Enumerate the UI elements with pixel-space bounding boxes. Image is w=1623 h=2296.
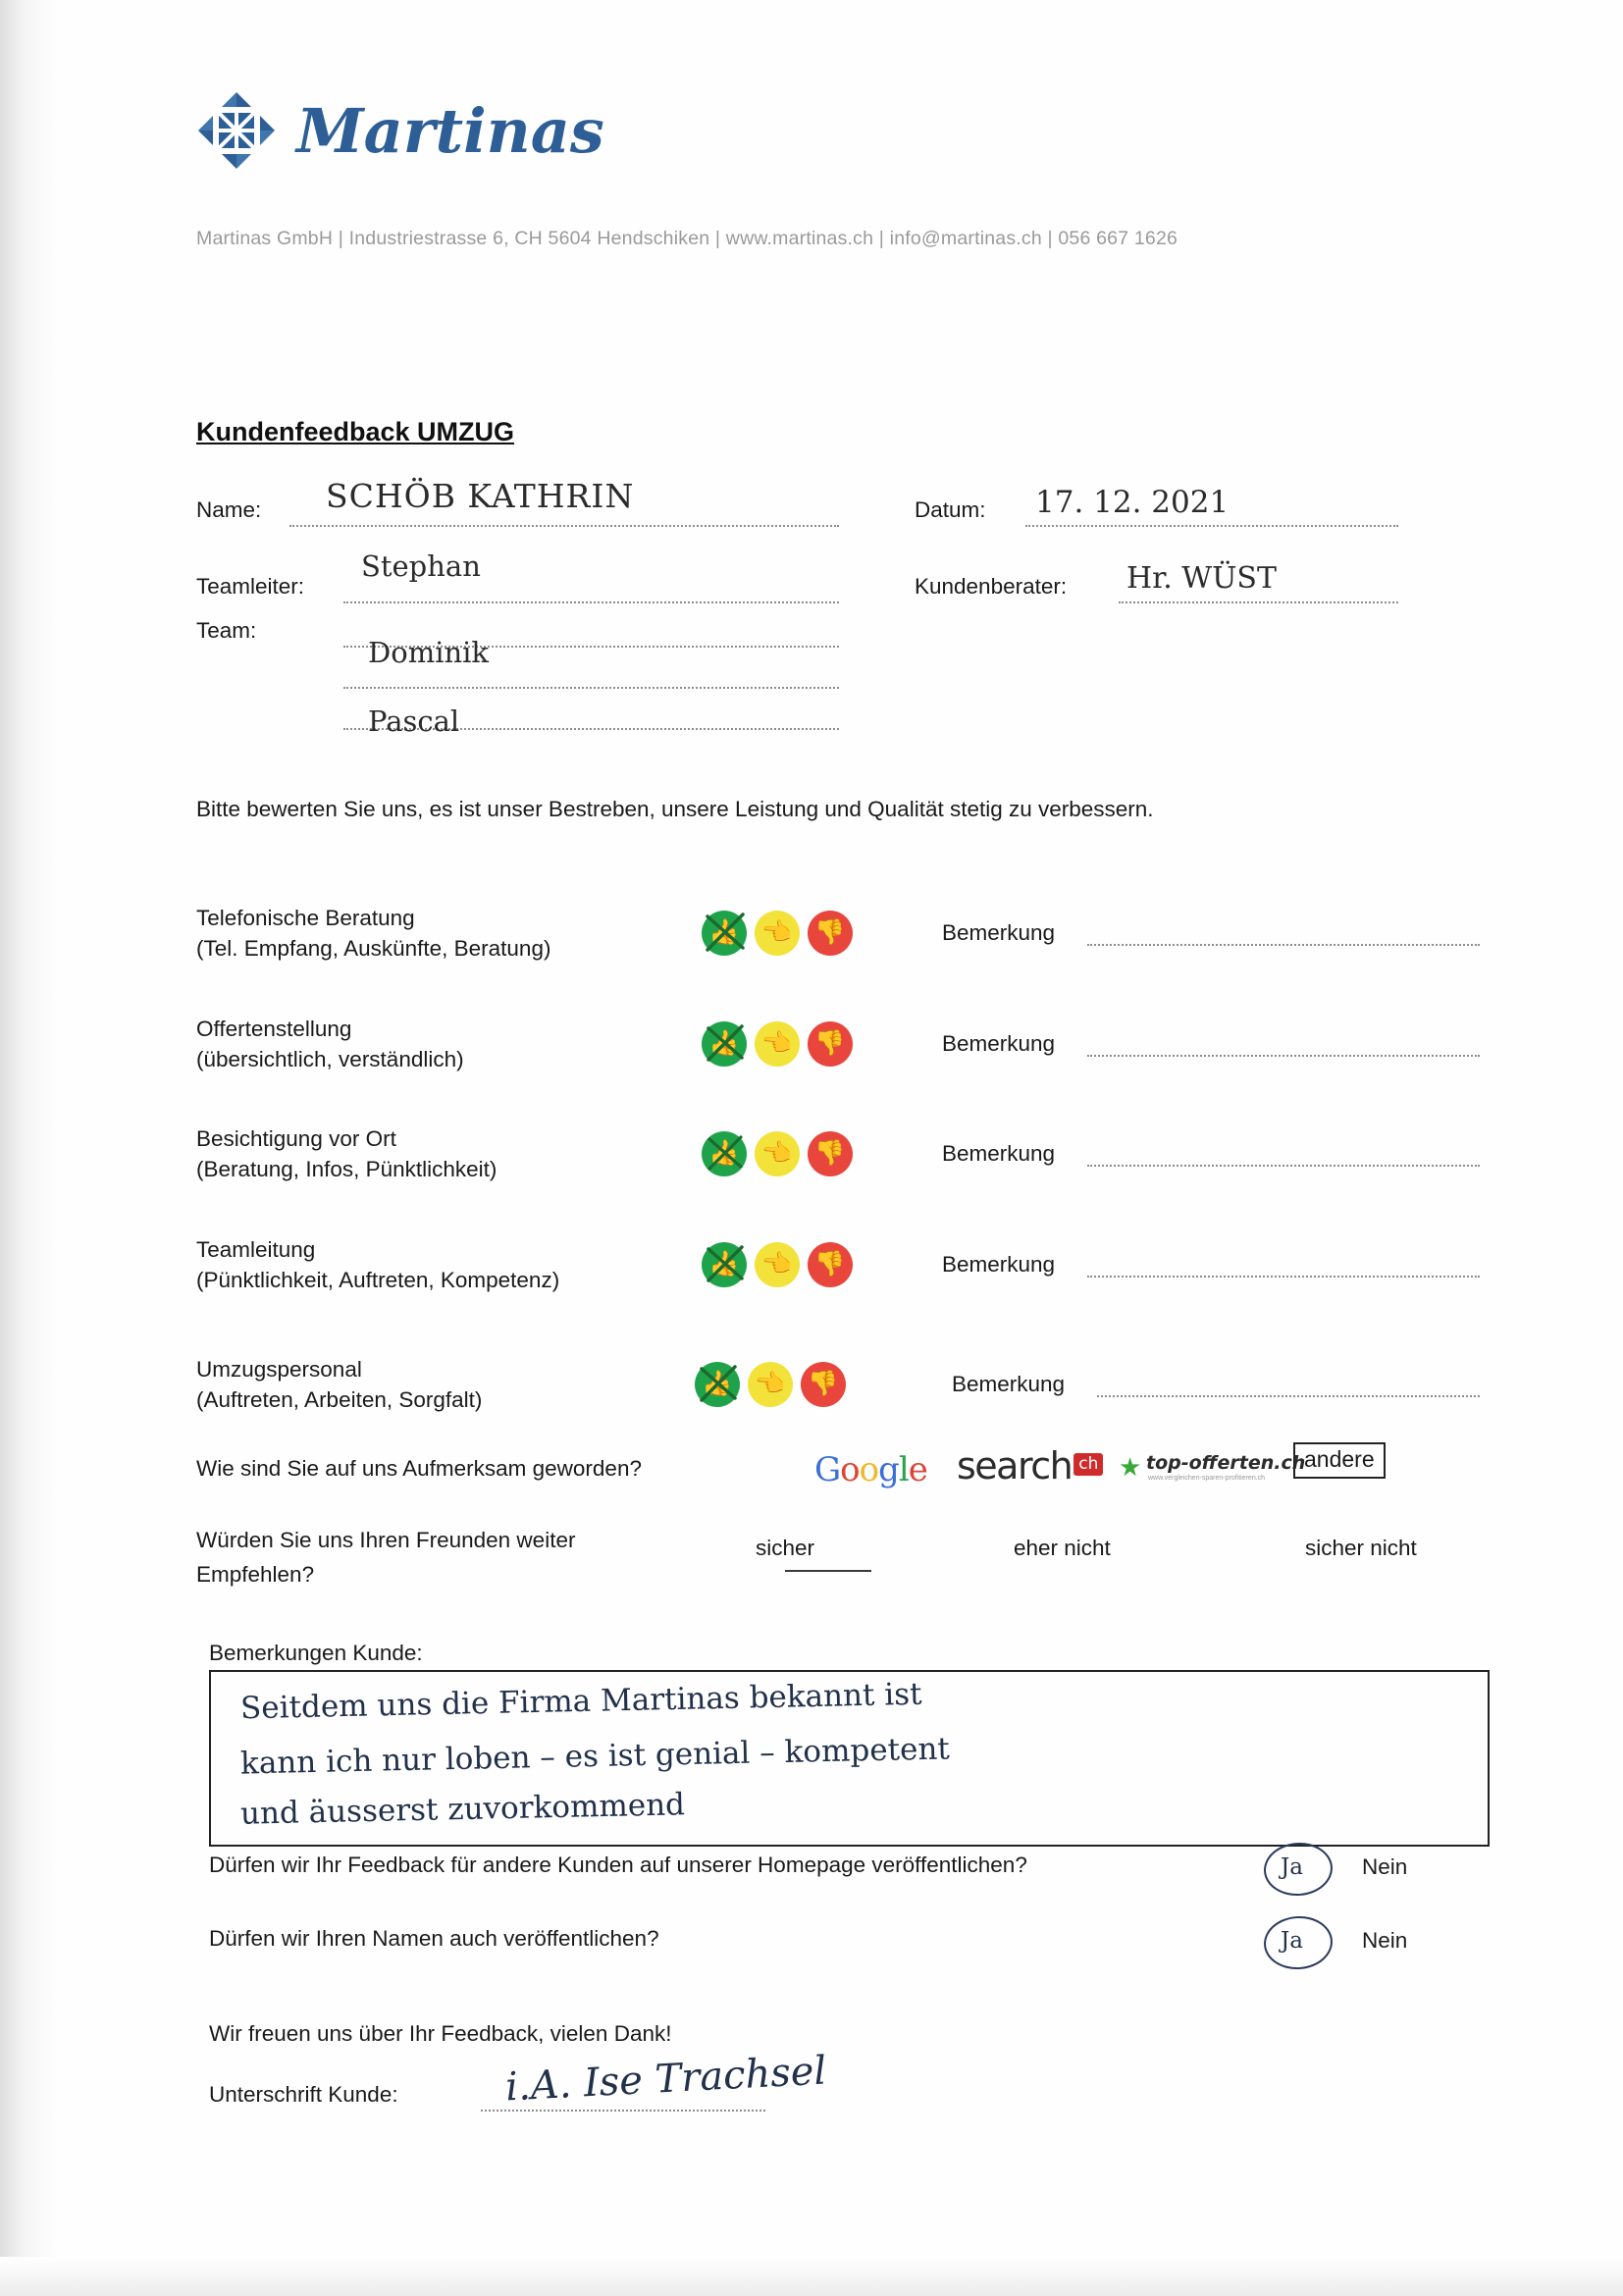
top-offerten-subtext: www.vergleichen-sparen-profitieren.ch	[1148, 1475, 1266, 1482]
rating-green-1[interactable]	[702, 911, 747, 956]
rating-subtitle-2: (übersichtlich, verständlich)	[196, 1047, 464, 1071]
label-teamleiter: Teamleiter:	[196, 574, 305, 599]
name-line	[289, 525, 839, 527]
rating-label-4	[196, 1234, 559, 1295]
thumbs-down-icon: 👎	[808, 1369, 839, 1397]
rating-subtitle-1: (Tel. Empfang, Auskünfte, Beratung)	[196, 936, 551, 961]
rating-row-umzugspersonal	[196, 1354, 1433, 1438]
rating-title-5: Umzugspersonal	[196, 1357, 362, 1382]
recommend-selected-underline	[785, 1570, 871, 1572]
recommend-option-sicher-nicht[interactable]: sicher nicht	[1305, 1536, 1417, 1560]
thanks-text: Wir freuen uns über Ihr Feedback, vielen Dank!	[209, 2021, 672, 2046]
thumbs-down-icon: 👎	[814, 1028, 846, 1057]
teamleiter-line	[343, 601, 839, 603]
remark-line-5[interactable]	[1097, 1395, 1480, 1397]
value-datum[interactable]: 17. 12. 2021	[1035, 485, 1230, 520]
customer-remark-line-3: und äusserst zuvorkommend	[239, 1787, 686, 1832]
company-name: Martinas	[296, 94, 604, 167]
thumbs-sideways-icon: 👈	[761, 1138, 793, 1167]
rating-subtitle-5: (Auftreten, Arbeiten, Sorgfalt)	[196, 1387, 483, 1412]
company-logo	[194, 88, 604, 173]
martinas-star-icon	[194, 88, 279, 173]
rating-title-3: Besichtigung vor Ort	[196, 1126, 396, 1151]
thumbs-sideways-icon: 👈	[761, 917, 793, 946]
remark-label-4: Bemerkung	[942, 1252, 1056, 1277]
rating-options-4	[702, 1242, 853, 1287]
thumbs-sideways-icon: 👈	[761, 1028, 793, 1057]
remark-label-5: Bemerkung	[952, 1372, 1066, 1396]
company-contact-line: Martinas GmbH | Industriestrasse 6, CH 5604 Hendschiken | www.martinas.ch | info@martinas.ch | 056 667 1626	[196, 228, 1178, 249]
page-title: Kundenfeedback UMZUG	[196, 417, 515, 446]
rating-yellow-2[interactable]	[755, 1021, 800, 1067]
question-publish-feedback: Dürfen wir Ihr Feedback für andere Kunden auf unserer Homepage veröffentlichen?	[209, 1852, 1027, 1877]
value-name[interactable]: SCHÖB KATHRIN	[326, 477, 635, 515]
awareness-option-andere[interactable]: andere	[1293, 1442, 1386, 1479]
thumbs-up-icon: 👍	[702, 1369, 733, 1397]
thumbs-down-icon: 👎	[814, 917, 846, 946]
label-datum: Datum:	[915, 497, 986, 522]
rating-label-2	[196, 1014, 464, 1074]
label-signature: Unterschrift Kunde:	[209, 2082, 398, 2107]
intro-text: Bitte bewerten Sie uns, es ist unser Bestreben, unsere Leistung und Qualität stetig zu verbessern.	[196, 797, 1154, 821]
thumbs-sideways-icon: 👈	[761, 1249, 793, 1278]
google-letter-g: G	[814, 1450, 841, 1489]
rating-subtitle-4: (Pünktlichkeit, Auftreten, Kompetenz)	[196, 1268, 560, 1292]
rating-red-1[interactable]	[808, 911, 853, 956]
thumbs-up-icon: 👍	[708, 1138, 740, 1167]
value-team-member-1[interactable]: Dominik	[368, 636, 490, 669]
team-line-2	[343, 687, 839, 689]
publish-name-nein[interactable]: Nein	[1362, 1928, 1408, 1953]
publish-name-ja[interactable]: Ja	[1281, 1928, 1303, 1954]
rating-row-teamleitung	[196, 1234, 1433, 1319]
value-kundenberater[interactable]: Hr. WÜST	[1126, 561, 1277, 596]
remark-line-1[interactable]	[1087, 944, 1480, 946]
rating-label-1	[196, 903, 550, 964]
publish-feedback-nein[interactable]: Nein	[1362, 1854, 1408, 1879]
remark-label-1: Bemerkung	[942, 920, 1056, 945]
rating-green-5[interactable]	[695, 1362, 740, 1407]
thumbs-down-icon: 👎	[814, 1249, 846, 1278]
rating-title-2: Offertenstellung	[196, 1017, 352, 1041]
value-team-member-2[interactable]: Pascal	[368, 704, 460, 738]
rating-title-4: Teamleitung	[196, 1237, 316, 1262]
google-letter-g2: g	[878, 1450, 899, 1489]
recommend-option-eher-nicht[interactable]: eher nicht	[1014, 1536, 1111, 1560]
remark-label-3: Bemerkung	[942, 1141, 1056, 1166]
rating-yellow-4[interactable]	[755, 1242, 800, 1287]
rating-red-4[interactable]	[808, 1242, 853, 1287]
rating-label-3	[196, 1123, 497, 1184]
signature-value[interactable]: i.A. Ise Trachsel	[504, 2048, 828, 2111]
signature-line	[481, 2110, 765, 2112]
remark-line-3[interactable]	[1087, 1165, 1480, 1167]
rating-options-1	[702, 911, 853, 956]
rating-subtitle-3: (Beratung, Infos, Pünktlichkeit)	[196, 1157, 497, 1181]
question-recommend-line2: Empfehlen?	[196, 1562, 315, 1587]
rating-row-offertenstellung	[196, 1014, 1433, 1098]
recommend-option-sicher[interactable]: sicher	[756, 1536, 815, 1560]
rating-title-1: Telefonische Beratung	[196, 906, 415, 930]
label-kundenberater: Kundenberater:	[915, 574, 1068, 599]
remark-label-2: Bemerkung	[942, 1031, 1056, 1056]
rating-green-3[interactable]	[702, 1131, 747, 1176]
google-letter-l: l	[898, 1450, 909, 1489]
search-wordmark: search	[957, 1444, 1073, 1487]
question-recommend-line1: Würden Sie uns Ihren Freunden weiter	[196, 1528, 576, 1552]
rating-yellow-1[interactable]	[755, 911, 800, 956]
label-team: Team:	[196, 618, 257, 643]
thumbs-up-icon: 👍	[708, 917, 740, 946]
rating-label-5	[196, 1354, 482, 1415]
label-bemerkungen-kunde: Bemerkungen Kunde:	[209, 1641, 423, 1665]
question-publish-name: Dürfen wir Ihren Namen auch veröffentlichen?	[209, 1926, 659, 1951]
rating-row-besichtigung-vor-ort	[196, 1123, 1433, 1208]
rating-red-2[interactable]	[808, 1021, 853, 1067]
rating-yellow-3[interactable]	[755, 1131, 800, 1176]
customer-remark-line-2: kann ich nur loben – es ist genial – kompetent	[239, 1731, 951, 1782]
rating-yellow-5[interactable]	[748, 1362, 793, 1407]
rating-options-5	[695, 1362, 846, 1407]
rating-green-4[interactable]	[702, 1242, 747, 1287]
question-recommend	[196, 1523, 575, 1592]
question-awareness: Wie sind Sie auf uns Aufmerksam geworden?	[196, 1456, 642, 1481]
rating-options-2	[702, 1021, 853, 1067]
thumbs-up-icon: 👍	[708, 1249, 740, 1278]
label-name: Name:	[196, 497, 262, 522]
star-icon: ★	[1119, 1452, 1142, 1482]
top-offerten-wordmark: top-offerten.ch	[1146, 1452, 1306, 1474]
rating-options-3	[702, 1131, 853, 1176]
google-letter-o2: o	[859, 1450, 879, 1489]
google-letter-o1: o	[840, 1450, 860, 1489]
remark-line-2[interactable]	[1087, 1055, 1480, 1057]
rating-red-5[interactable]	[801, 1362, 846, 1407]
publish-feedback-ja[interactable]: Ja	[1281, 1854, 1303, 1880]
search-ch-badge: ch	[1073, 1453, 1103, 1476]
google-logo[interactable]	[814, 1450, 927, 1489]
thumbs-up-icon: 👍	[708, 1028, 740, 1057]
scan-edge-left	[0, 0, 59, 2296]
value-teamleiter[interactable]: Stephan	[361, 549, 481, 583]
datum-line	[1025, 525, 1398, 527]
google-letter-e: e	[908, 1450, 927, 1489]
remark-line-4[interactable]	[1087, 1276, 1480, 1278]
rating-row-telefonische-beratung	[196, 903, 1433, 987]
rating-red-3[interactable]	[808, 1131, 853, 1176]
customer-remark-line-1: Seitdem uns die Firma Martinas bekannt ist	[239, 1676, 922, 1727]
scan-edge-bottom	[0, 2257, 1623, 2296]
kundenberater-line	[1119, 601, 1398, 603]
thumbs-sideways-icon: 👈	[755, 1369, 786, 1397]
searchch-logo[interactable]	[957, 1444, 1103, 1487]
thumbs-down-icon: 👎	[814, 1138, 846, 1167]
rating-green-2[interactable]	[702, 1021, 747, 1067]
